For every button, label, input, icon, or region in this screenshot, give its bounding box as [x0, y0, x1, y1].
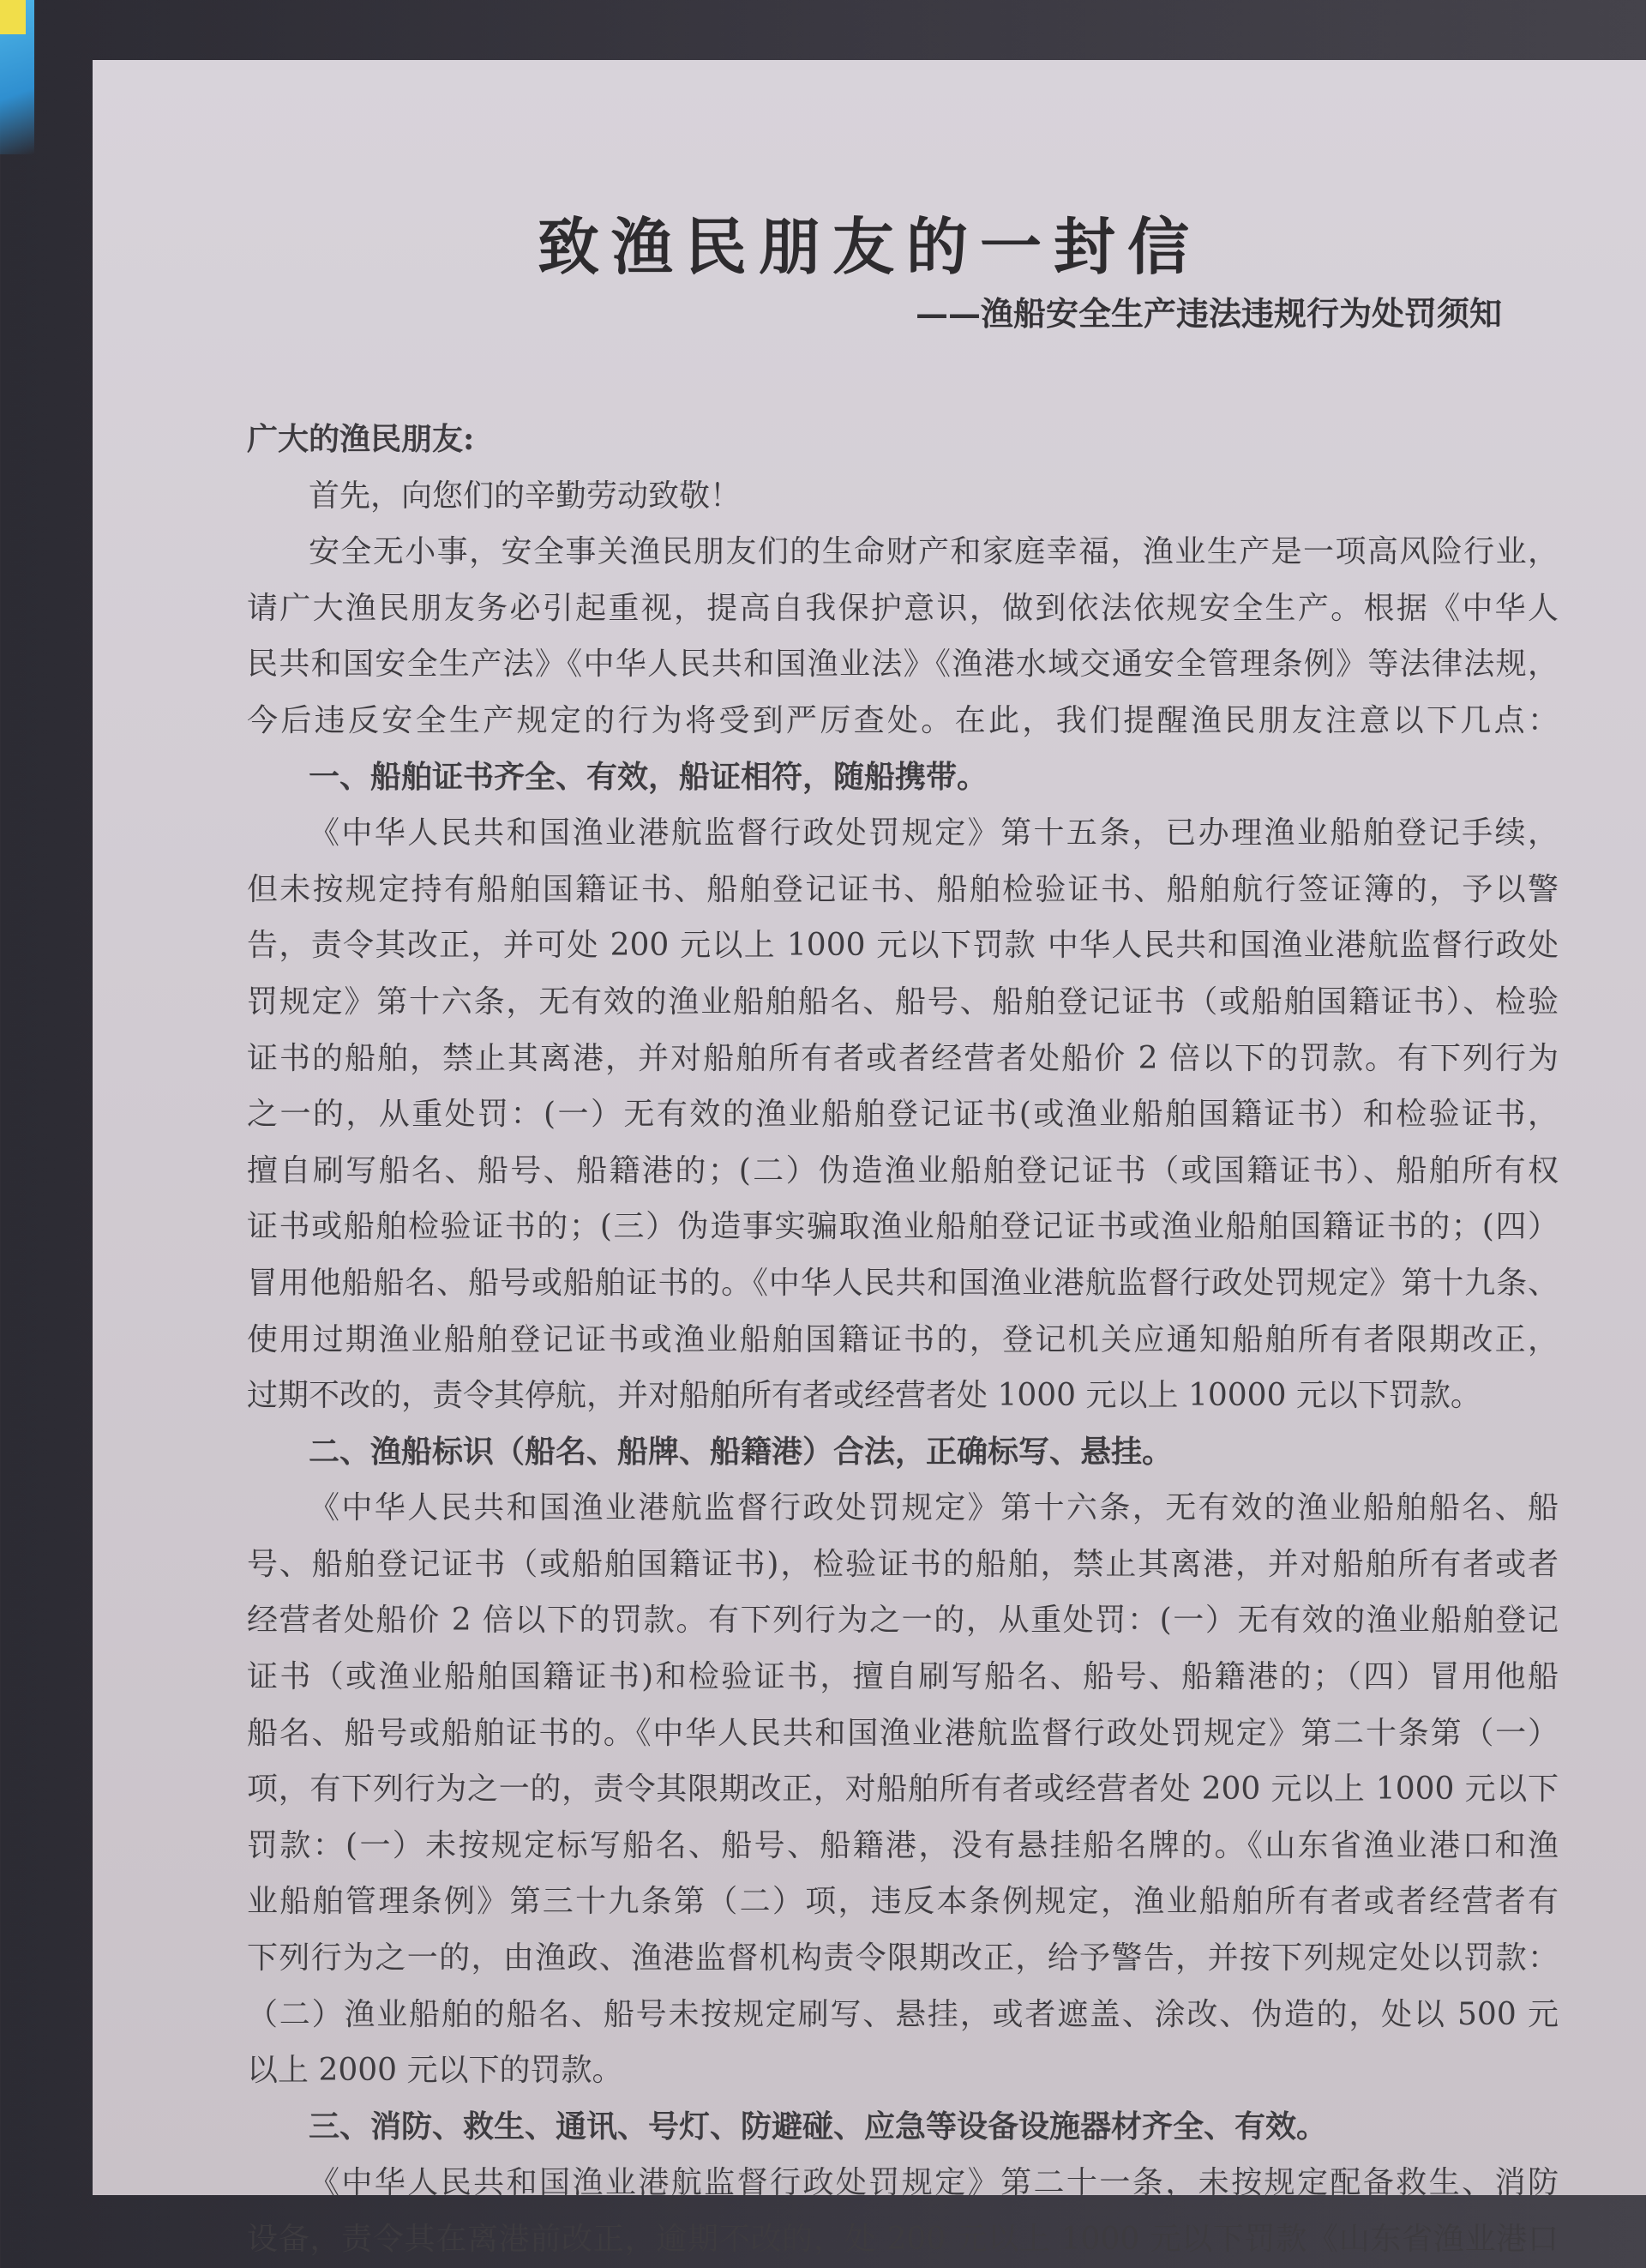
body-line: 请广大渔民朋友务必引起重视，提高自我保护意识，做到依法依规安全生产。根据《中华人 — [247, 590, 1559, 626]
body-line: 证书的船舶，禁止其离港，并对船舶所有者或者经营者处船价 2 倍以下的罚款。有下列行为 — [247, 1040, 1559, 1076]
body-line: 冒用他船船名、船号或船舶证书的。《中华人民共和国渔业港航监督行政处罚规定》第十九条、 — [247, 1265, 1559, 1301]
body-line: 告，责令其改正，并可处 200 元以上 1000 元以下罚款 中华人民共和国渔业港航监督行政处 — [247, 928, 1559, 964]
letter-body — [247, 412, 1559, 2268]
background-object-yellow — [0, 0, 26, 34]
body-line: 今后违反安全生产规定的行为将受到严厉查处。在此，我们提醒渔民朋友注意以下几点： — [247, 702, 1559, 738]
body-line: 二、渔船标识（船名、船牌、船籍港）合法，正确标写、悬挂。 — [309, 1433, 1174, 1470]
body-line: 一、船舶证书齐全、有效，船证相符，随船携带。 — [309, 758, 988, 795]
body-line: 《中华人民共和国渔业港航监督行政处罚规定》第二十一条，未按规定配备救生、消防 — [309, 2165, 1559, 2201]
body-line: 下列行为之一的，由渔政、渔港监督机构责令限期改正，给予警告，并按下列规定处以罚款： — [247, 1940, 1559, 1976]
body-line: 号、船舶登记证书（或船舶国籍证书)，检验证书的船舶，禁止其离港，并对船舶所有者或者 — [247, 1546, 1559, 1582]
body-line: 三、消防、救生、通讯、号灯、防避碰、应急等设备设施器材齐全、有效。 — [309, 2108, 1328, 2145]
body-line: 经营者处船价 2 倍以下的罚款。有下列行为之一的，从重处罚：(一）无有效的渔业船舶登记 — [247, 1603, 1559, 1639]
body-line: 船名、船号或船舶证书的。《中华人民共和国渔业港航监督行政处罚规定》第二十条第（一） — [247, 1715, 1559, 1751]
body-line: 过期不改的，责令其停航，并对船舶所有者或经营者处 1000 元以上 10000 元以下罚款。 — [247, 1378, 1481, 1414]
body-line: 民共和国安全生产法》《中华人民共和国渔业法》《渔港水域交通安全管理条例》等法律法规， — [247, 647, 1559, 683]
body-line: 擅自刷写船名、船号、船籍港的；(二）伪造渔业船舶登记证书（或国籍证书）、船舶所有权 — [247, 1152, 1559, 1188]
letter-subtitle: ——渔船安全生产违法违规行为处罚须知 — [916, 294, 1503, 333]
body-line: 《中华人民共和国渔业港航监督行政处罚规定》第十六条，无有效的渔业船舶船名、船 — [309, 1490, 1559, 1526]
body-line: 以上 2000 元以下的罚款。 — [247, 2053, 623, 2089]
body-line: 《中华人民共和国渔业港航监督行政处罚规定》第十五条，已办理渔业船舶登记手续， — [309, 815, 1559, 851]
body-line: 证书（或渔业船舶国籍证书)和检验证书，擅自刷写船名、船号、船籍港的；（四）冒用他船 — [247, 1659, 1559, 1695]
body-line: 罚款：(一）未按规定标写船名、船号、船籍港，没有悬挂船名牌的。《山东省渔业港口和渔 — [247, 1827, 1559, 1863]
body-line: 广大的渔民朋友: — [247, 421, 475, 457]
body-line: 之一的，从重处罚：(一）无有效的渔业船舶登记证书(或渔业船舶国籍证书）和检验证书， — [247, 1097, 1559, 1133]
letter-paper — [93, 60, 1646, 2257]
body-line: 但未按规定持有船舶国籍证书、船舶登记证书、船舶检验证书、船舶航行签证簿的，予以警 — [247, 871, 1559, 907]
body-line: 罚规定》第十六条，无有效的渔业船舶船名、船号、船舶登记证书（或船舶国籍证书）、检验 — [247, 984, 1559, 1020]
body-line: 业船舶管理条例》第三十九条第（二）项，违反本条例规定，渔业船舶所有者或者经营者有 — [247, 1884, 1559, 1920]
letter-title: 致渔民朋友的一封信 — [537, 210, 1201, 283]
body-line: 项，有下列行为之一的，责令其限期改正，对船舶所有者或经营者处 200 元以上 1000 元以下 — [247, 1772, 1559, 1808]
body-line: 设备，责令其在离港前改正，逾期不改的，处 200 元以上 1000 元以下罚款《山东省渔业港口 — [247, 2222, 1559, 2257]
body-line: 证书或船舶检验证书的；(三）伪造事实骗取渔业船舶登记证书或渔业船舶国籍证书的；(四） — [247, 1209, 1559, 1245]
body-line: （二）渔业船舶的船名、船号未按规定刷写、悬挂，或者遮盖、涂改、伪造的，处以 500 元 — [247, 1996, 1559, 2032]
body-line: 使用过期渔业船舶登记证书或渔业船舶国籍证书的，登记机关应通知船舶所有者限期改正， — [247, 1321, 1559, 1357]
body-line: 首先，向您们的辛勤劳动致敬！ — [309, 478, 742, 514]
body-line: 安全无小事，安全事关渔民朋友们的生命财产和家庭幸福，渔业生产是一项高风险行业， — [309, 534, 1559, 570]
